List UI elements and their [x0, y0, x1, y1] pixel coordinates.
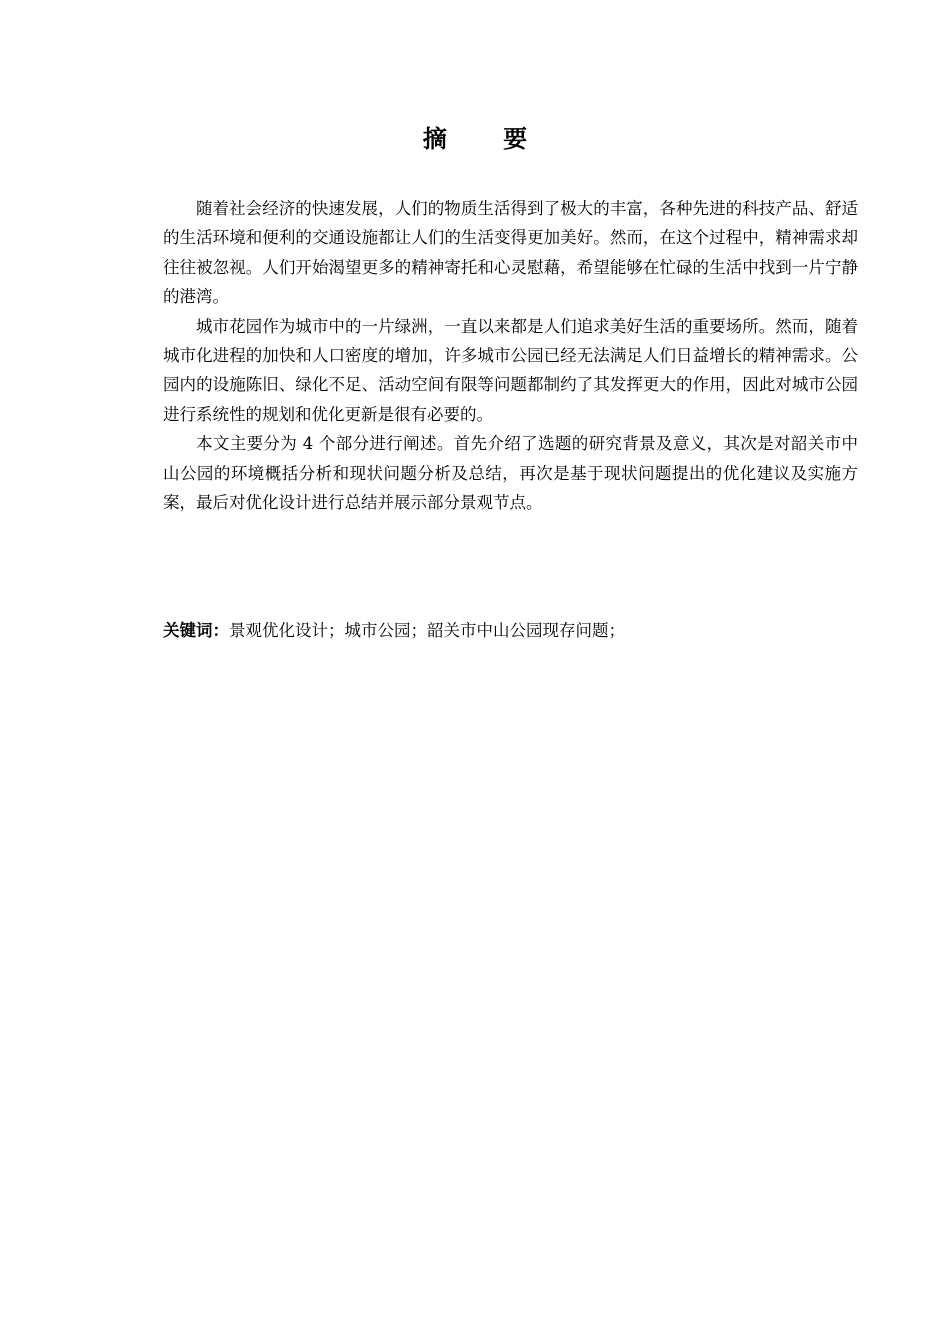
abstract-title: 摘 要	[422, 125, 552, 153]
keywords-text: 景观优化设计；城市公园；韶关市中山公园现存问题；	[229, 621, 625, 640]
keywords-label: 关键词：	[163, 621, 229, 640]
abstract-paragraph-3: 本文主要分为 4 个部分进行阐述。首先介绍了选题的研究背景及意义，其次是对韶关市中山公园的环境概括分析和现状问题分析及总结，再次是基于现状问题提出的优化建议及实施方案，最后对优化设计进行总结并展示部分景观节点。	[163, 434, 858, 513]
abstract-paragraph-2: 城市花园作为城市中的一片绿洲，一直以来都是人们追求美好生活的重要场所。然而，随着城市化进程的加快和人口密度的增加，许多城市公园已经无法满足人们日益增长的精神需求。公园内的设施陈旧、绿化不足、活动空间有限等问题都制约了其发挥更大的作用，因此对城市公园进行系统性的规划和优化更新是很有必要的。	[163, 316, 858, 424]
keywords-line	[163, 617, 858, 645]
abstract-body	[163, 194, 858, 517]
abstract-paragraph-1: 随着社会经济的快速发展，人们的物质生活得到了极大的丰富，各种先进的科技产品、舒适的生活环境和便利的交通设施都让人们的生活变得更加美好。然而，在这个过程中，精神需求却往往被忽视。人们开始渴望更多的精神寄托和心灵慰藉，希望能够在忙碌的生活中找到一片宁静的港湾。	[163, 199, 858, 307]
